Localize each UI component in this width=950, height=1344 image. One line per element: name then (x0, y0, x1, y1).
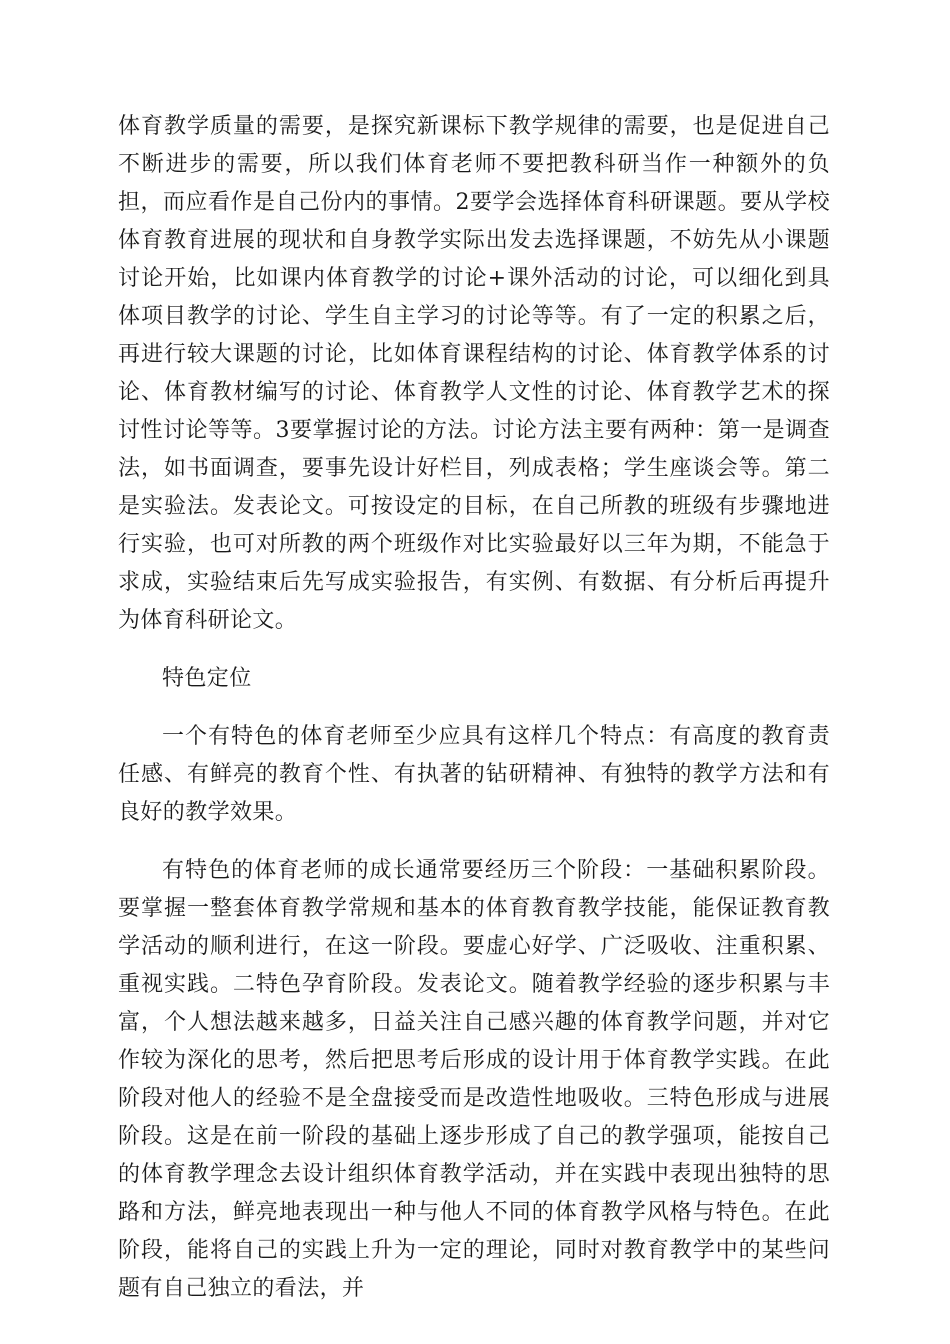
section-heading: 特色定位 (162, 666, 252, 691)
body-paragraph-2: 一个有特色的体育老师至少应具有这样几个特点：有高度的教育责任感、有鲜亮的教育个性、有执著的钻研精神、有独特的教学方法和有良好的教学效果。 (118, 724, 830, 825)
document-body (118, 108, 830, 1308)
body-paragraph-1: 体育教学质量的需要，是探究新课标下教学规律的需要，也是促进自己不断进步的需要，所以我们体育老师不要把教科研当作一种额外的负担，而应看作是自己份内的事情。2要学会选择体育科研课题。要从学校体育教育进展的现状和自身教学实际出发去选择课题，不妨先从小课题讨论开始，比如课内体育教学的讨论+课外活动的讨论，可以细化到具体项目教学的讨论、学生自主学习的讨论等等。有了一定的积累之后，再进行较大课题的讨论，比如体育课程结构的讨论、体育教学体系的讨论、体育教材编写的讨论、体育教学人文性的讨论、体育教学艺术的探讨性讨论等等。3要掌握讨论的方法。讨论方法主要有两种：第一是调查法，如书面调查，要事先设计好栏目，列成表格；学生座谈会等。第二是实验法。发表论文。可按设定的目标，在自己所教的班级有步骤地进行实验，也可对所教的两个班级作对比实验最好以三年为期，不能急于求成，实验结束后先写成实验报告，有实例、有数据、有分析后再提升为体育科研论文。 (118, 114, 830, 633)
body-paragraph-3: 有特色的体育老师的成长通常要经历三个阶段：一基础积累阶段。要掌握一整套体育教学常规和基本的体育教育教学技能，能保证教育教学活动的顺利进行，在这一阶段。要虚心好学、广泛吸收、注重积累、重视实践。二特色孕育阶段。发表论文。随着教学经验的逐步积累与丰富，个人想法越来越多，日益关注自己感兴趣的体育教学问题，并对它作较为深化的思考，然后把思考后形成的设计用于体育教学实践。在此阶段对他人的经验不是全盘接受而是改造性地吸收。三特色形成与进展阶段。这是在前一阶段的基础上逐步形成了自己的教学强项，能按自己的体育教学理念去设计组织体育教学活动，并在实践中表现出独特的思路和方法，鲜亮地表现出一种与他人不同的体育教学风格与特色。在此阶段，能将自己的实践上升为一定的理论，同时对教育教学中的某些问题有自己独立的看法，并 (118, 858, 830, 1301)
